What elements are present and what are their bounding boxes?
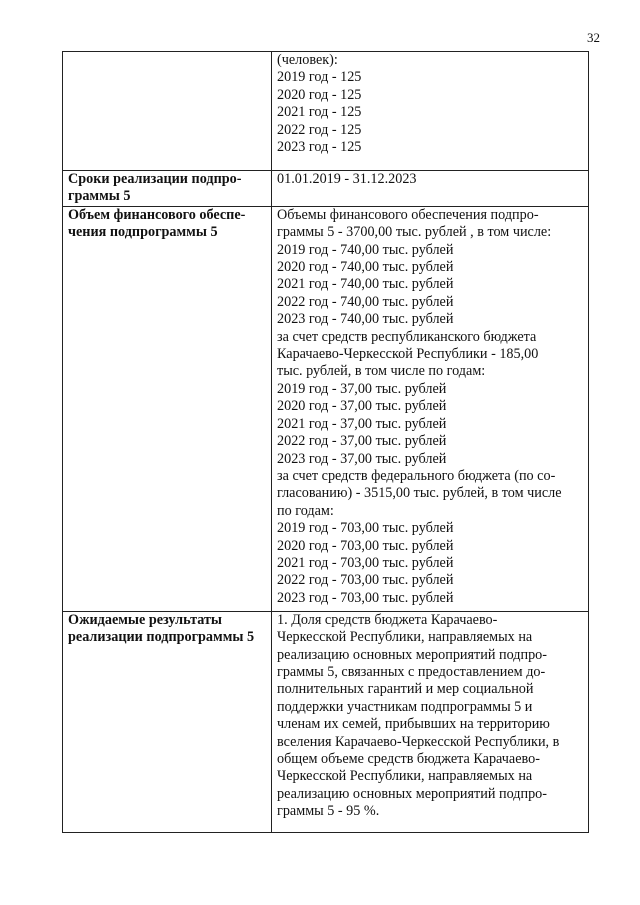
- row-label-cell: [63, 206, 272, 611]
- row-label-cell: [63, 171, 272, 207]
- value-line: 2023 год - 125: [277, 139, 362, 156]
- row-label-cell: [63, 52, 272, 171]
- table-row-implementation-period: [63, 171, 589, 207]
- value-line: 2020 год - 703,00 тыс. рублей: [277, 537, 454, 554]
- value-line: 2019 год - 37,00 тыс. рублей: [277, 380, 447, 397]
- value-line: 2020 год - 740,00 тыс. рублей: [277, 259, 454, 276]
- value-line: реализацию основных мероприятий подпро-: [277, 646, 547, 663]
- value-line: полнительных гарантий и мер социальной: [277, 681, 534, 698]
- value-line: тыс. рублей, в том числе по годам:: [277, 363, 486, 380]
- value-line: реализацию основных мероприятий подпро-: [277, 785, 547, 802]
- value-line: 2021 год - 703,00 тыс. рублей: [277, 554, 454, 571]
- value-line: 2021 год - 125: [277, 104, 362, 121]
- row-value-cell: [272, 52, 589, 171]
- value-line: по годам:: [277, 502, 334, 519]
- page-number: 32: [587, 30, 600, 45]
- value-line: 2022 год - 740,00 тыс. рублей: [277, 293, 454, 310]
- label-line: Объем финансового обеспе-: [68, 206, 246, 223]
- value-line: 2019 год - 703,00 тыс. рублей: [277, 520, 454, 537]
- value-line: Черкесской Республики, направляемых на: [277, 629, 533, 646]
- value-line: 1. Доля средств бюджета Карачаево-: [277, 611, 498, 628]
- value-line: 01.01.2019 - 31.12.2023: [277, 171, 417, 187]
- value-line: 2021 год - 37,00 тыс. рублей: [277, 415, 447, 432]
- value-line: 2023 год - 703,00 тыс. рублей: [277, 589, 454, 606]
- label-line: Сроки реализации подпро-: [68, 171, 242, 187]
- row-value-cell: [272, 611, 589, 832]
- value-line: общем объеме средств бюджета Карачаево-: [277, 751, 540, 768]
- value-line: 2022 год - 37,00 тыс. рублей: [277, 433, 447, 450]
- value-line: поддержки участникам подпрограммы 5 и: [277, 698, 533, 715]
- value-line: за счет средств республиканского бюджета: [277, 328, 537, 345]
- value-line: граммы 5 - 95 %.: [277, 803, 380, 820]
- value-line: 2020 год - 125: [277, 86, 362, 103]
- value-line: 2023 год - 740,00 тыс. рублей: [277, 311, 454, 328]
- table-row-expected-results: [63, 611, 589, 832]
- value-line: 2019 год - 740,00 тыс. рублей: [277, 241, 454, 258]
- value-line: Черкесской Республики, направляемых на: [277, 768, 533, 785]
- subprogram-passport-table: [62, 51, 589, 833]
- row-value-cell: [272, 171, 589, 207]
- label-line: реализации подпрограммы 5: [68, 629, 255, 646]
- value-line: 2020 год - 37,00 тыс. рублей: [277, 398, 447, 415]
- row-label-cell: [63, 611, 272, 832]
- row-value-cell: [272, 206, 589, 611]
- value-line: 2021 год - 740,00 тыс. рублей: [277, 276, 454, 293]
- value-line: граммы 5, связанных с предоставлением до-: [277, 664, 546, 681]
- value-line: 2022 год - 125: [277, 121, 362, 138]
- table-row-participants-continued: [63, 52, 589, 171]
- value-line: 2023 год - 37,00 тыс. рублей: [277, 450, 447, 467]
- label-line: граммы 5: [68, 188, 131, 205]
- value-line: вселения Карачаево-Черкесской Республики, в: [277, 733, 560, 750]
- label-line: чения подпрограммы 5: [68, 224, 218, 241]
- value-line: граммы 5 - 3700,00 тыс. рублей , в том числе:: [277, 224, 552, 241]
- value-line: членам их семей, прибывших на территорию: [277, 716, 550, 733]
- value-line: за счет средств федерального бюджета (по со-: [277, 467, 556, 484]
- value-line: (человек):: [277, 52, 338, 68]
- value-line: Объемы финансового обеспечения подпро-: [277, 206, 539, 223]
- value-line: 2019 год - 125: [277, 69, 362, 86]
- value-line: 2022 год - 703,00 тыс. рублей: [277, 572, 454, 589]
- value-line: Карачаево-Черкесской Республики - 185,00: [277, 346, 539, 363]
- label-line: Ожидаемые результаты: [68, 611, 222, 628]
- table-row-financing-volume: [63, 206, 589, 611]
- value-line: гласованию) - 3515,00 тыс. рублей, в том числе: [277, 485, 562, 502]
